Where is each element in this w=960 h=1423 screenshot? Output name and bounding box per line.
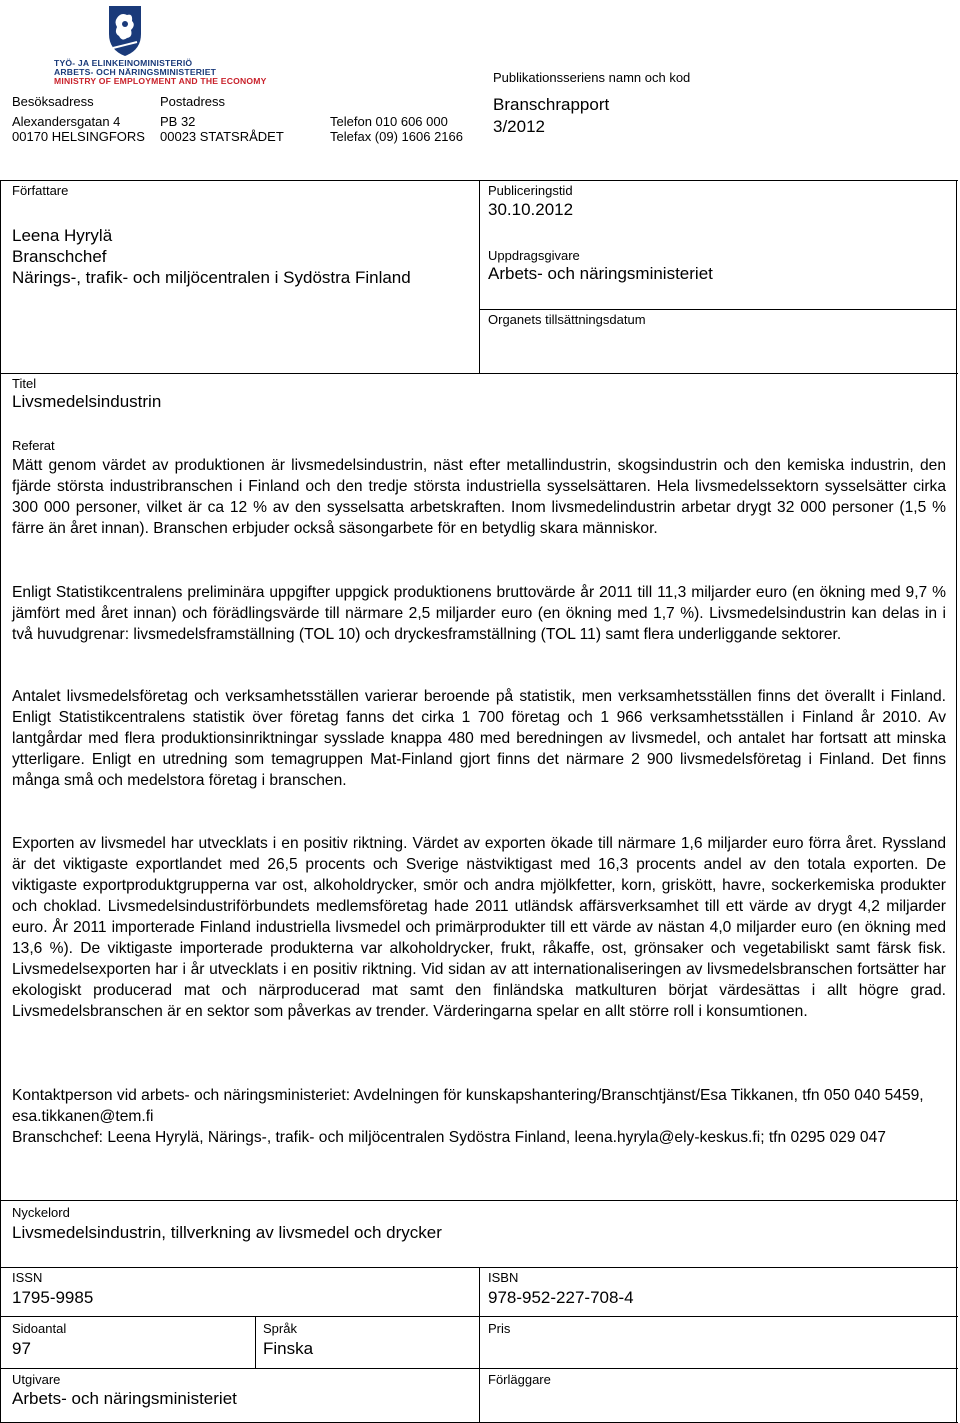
phone: Telefon 010 606 000 <box>330 114 448 129</box>
divider <box>0 373 958 374</box>
isbn: 978-952-227-708-4 <box>488 1288 634 1307</box>
isbn-label: ISBN <box>488 1270 519 1285</box>
logo-line-1: TYÖ- JA ELINKEINOMINISTERIÖ <box>54 58 193 68</box>
series-name: Branschrapport <box>493 95 610 114</box>
author-title: Branschchef <box>12 247 107 266</box>
publication-date-label: Publiceringstid <box>488 183 573 198</box>
logo-line-2: ARBETS- OCH NÄRINGSMINISTERIET <box>54 67 217 77</box>
divider <box>0 1200 958 1201</box>
fax: Telefax (09) 1606 2166 <box>330 129 463 144</box>
language: Finska <box>263 1339 314 1358</box>
abstract-paragraph: Exporten av livsmedel har utvecklats i en positiv riktning. Värdet av exporten ökade till närmare 1,6 miljarder euro förra året. Ryssland är det viktigaste exportlandet med 26,5 procents och Sverige nästviktigast med 16,3 procents andel av den totala exporten. De viktigaste exportproduktgrupperna var ost, alkoholdrycker, smör och andra mjölkfetter, korn, griskött, havre, sockerkemiska produkter och choklad. Livsmedelsindustriförbundets medlemsföretag hade 2011 utländsk affärsverksamhet till ett värde av drygt 4,2 miljarder euro. År 2011 importerade Finland industriella livsmedel och primärprodukter till ett värde av nästan 4,0 miljarder euro (en ökning med 13,6 %). De viktigaste importerade produkterna var alkoholdrycker, frukt, råkaffe, ost, grönsaker och vegetabiliskt samt färsk fisk. Livsmedelsexporten har i år utvecklats i en positiv riktning. Vid sidan av att internationaliseringen av livsmedelsbranschen fortsätter har ekologiskt producerad mat och närproducerad mat samt den finländska matkulturen börjat värdesättas i allt högre grad. Livsmedelsbranschen är en sektor som påverkas av trender. Värderingarna spelar en allt större roll i konsumtionen. <box>12 835 946 1020</box>
divider <box>479 309 957 310</box>
price-label: Pris <box>488 1321 511 1336</box>
series-code: 3/2012 <box>493 117 545 136</box>
keywords: Livsmedelsindustrin, tillverkning av livsmedel och drycker <box>12 1223 442 1242</box>
author-name: Leena Hyrylä <box>12 226 113 245</box>
visit-address-line2: 00170 HELSINGFORS <box>12 129 145 144</box>
keywords-label: Nyckelord <box>12 1205 70 1220</box>
abstract-paragraph: Mätt genom värdet av produktionen är livsmedelsindustrin, näst efter metallindustrin, skogsindustrin och den kemiska industrin, den fjärde största industribranschen i Finland och den tredje största industriella sysselsättaren. Hela livsmedelssektorn sysselsätter cirka 300 000 personer, vilket är ca 12 % av den sysselsatta arbetskraften. Inom livsmedelindustrin arbetar drygt 32 000 personer (1,5 % färre än året innan). Branschen erbjuder också säsongarbete för en betydlig skara människor. <box>12 457 946 537</box>
divider <box>0 180 1 1423</box>
abstract-paragraph: Enligt Statistikcentralens preliminära uppgifter uppgick produktionens bruttovärde år 2011 till 11,3 miljarder euro (en ökning med 9,7 % jämfört med året innan) och förädlingsvärde till närmare 2,5 miljarder euro (en ökning med 1,7 %). Livsmedelsindustrin kan delas in i två huvudgrenar: livsmedelsframställning (TOL 10) och dryckesframställning (TOL 11) samt flera underliggande sektorer. <box>12 584 946 643</box>
divider <box>255 1316 256 1368</box>
author-org: Närings-, trafik- och miljöcentralen i Sydöstra Finland <box>12 268 411 287</box>
finnish-lion-emblem-icon <box>105 4 145 58</box>
issn: 1795-9985 <box>12 1288 94 1307</box>
divider <box>0 1368 958 1369</box>
pages: 97 <box>12 1339 31 1358</box>
visit-address-label: Besöksadress <box>12 94 94 109</box>
appointment-date-label: Organets tillsättningsdatum <box>488 312 646 327</box>
document-title: Livsmedelsindustrin <box>12 392 162 411</box>
ministry-logo <box>0 0 267 86</box>
language-label: Språk <box>263 1321 297 1336</box>
post-address-line1: PB 32 <box>160 114 196 129</box>
author-label: Författare <box>12 183 69 198</box>
contact-author: Branschchef: Leena Hyrylä, Närings-, trafik- och miljöcentralen Sydöstra Finland, leena.hyryla@ely-keskus.fi; tfn 0295 029 047 <box>12 1129 886 1146</box>
issuer-label: Utgivare <box>12 1372 61 1387</box>
commissioner-label: Uppdragsgivare <box>488 248 580 263</box>
post-address-label: Postadress <box>160 94 226 109</box>
commissioner: Arbets- och näringsministeriet <box>488 264 713 283</box>
pages-label: Sidoantal <box>12 1321 67 1336</box>
contact-ministry: Kontaktperson vid arbets- och näringsministeriet: Avdelningen för kunskapshantering/Branschtjänst/Esa Tikkanen, tfn 050 040 5459, esa.tikkanen@tem.fi <box>12 1087 924 1125</box>
divider <box>0 1316 958 1317</box>
abstract-paragraph: Antalet livsmedelsföretag och verksamhetsställen varierar beroende på statistik, men verksamhetsställen finns det överallt i Finland. Enligt Statistikcentralens statistik över företag fanns det cirka 1 700 företag och 1 966 verksamhetsställen i Finland år 2010. Av lantgårdar med flera produktionsinriktningar sysslade knappa 480 med beredningen av livsmedel, och antalet har fortsatt att minska ytterligare. Enligt en utredning som temagruppen Mat-Finland gjort finns det närmare 2 900 livsmedelsföretag i Finland. Det finns många små och medelstora företag i branschen. <box>12 688 946 789</box>
publisher-label: Förläggare <box>488 1372 551 1387</box>
issn-label: ISSN <box>12 1270 43 1285</box>
publication-date: 30.10.2012 <box>488 200 574 219</box>
logo-line-3: MINISTRY OF EMPLOYMENT AND THE ECONOMY <box>54 76 267 86</box>
divider <box>956 180 957 1423</box>
post-address-line2: 00023 STATSRÅDET <box>160 129 284 144</box>
abstract-label: Referat <box>12 438 55 453</box>
divider <box>479 1267 480 1423</box>
visit-address-line1: Alexandersgatan 4 <box>12 114 121 129</box>
issuer: Arbets- och näringsministeriet <box>12 1389 237 1408</box>
title-label: Titel <box>12 376 37 391</box>
divider <box>479 180 480 373</box>
series-label: Publikationsseriens namn och kod <box>493 70 691 85</box>
